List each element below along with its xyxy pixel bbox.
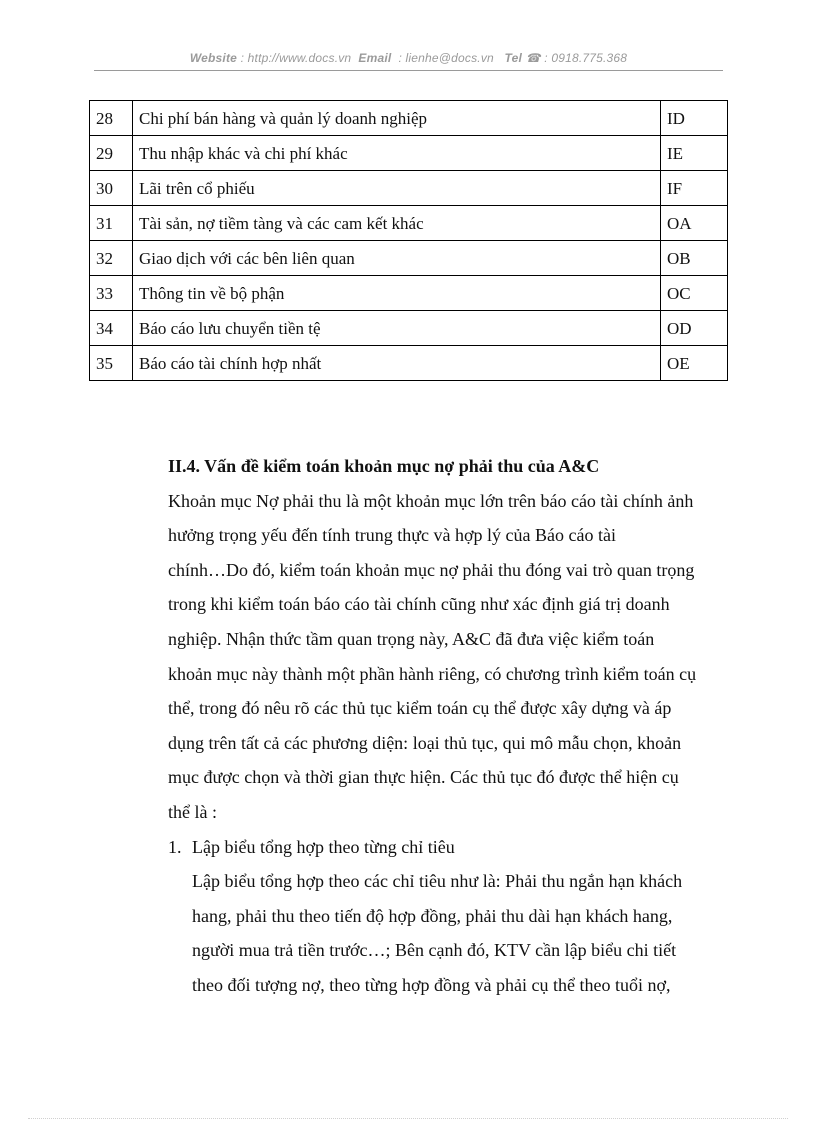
row-code: OD	[661, 311, 728, 346]
row-number: 28	[90, 101, 133, 136]
table-row	[90, 206, 728, 241]
paragraph-line: Khoản mục Nợ phải thu là một khoản mục lớn trên báo cáo tài chính ảnh	[168, 490, 694, 511]
website-label: Website	[189, 51, 238, 65]
row-code: ID	[661, 101, 728, 136]
table-row	[90, 136, 728, 171]
row-title: Báo cáo lưu chuyển tiền tệ	[133, 311, 661, 346]
paragraph-line: hang, phải thu theo tiến độ hợp đồng, phải thu dài hạn khách hang,	[192, 905, 673, 926]
list-item	[168, 830, 728, 865]
paragraph-line: Lập biểu tổng hợp theo các chỉ tiêu như là: Phải thu ngắn hạn khách	[192, 871, 683, 892]
paragraph-line: trong khi kiểm toán báo cáo tài chính cũng như xác định giá trị doanh	[168, 594, 670, 615]
row-number: 29	[90, 136, 133, 171]
section-paragraph	[168, 484, 728, 830]
row-code: OB	[661, 241, 728, 276]
list-item-number: 1.	[168, 836, 182, 857]
table-row	[90, 311, 728, 346]
list-item-title: Lập biểu tổng hợp theo từng chỉ tiêu	[192, 836, 455, 857]
row-number: 35	[90, 346, 133, 381]
paragraph-line: theo đối tượng nợ, theo từng hợp đồng và phải cụ thể theo tuổi nợ,	[192, 974, 671, 995]
paragraph-line: mục được chọn và thời gian thực hiện. Các thủ tục đó được thể hiện cụ	[168, 767, 679, 788]
section-heading: II.4. Vấn đề kiểm toán khoản mục nợ phải thu của A&C	[168, 456, 600, 476]
table-body	[90, 101, 728, 381]
table-row	[90, 276, 728, 311]
row-title: Thu nhập khác và chi phí khác	[133, 136, 661, 171]
row-title: Chi phí bán hàng và quản lý doanh nghiệp	[133, 101, 661, 136]
paragraph-line: nghiệp. Nhận thức tầm quan trọng này, A&C đã đưa việc kiểm toán	[168, 628, 655, 649]
tel-number: ☎ : 0918.775.368	[525, 51, 628, 65]
paragraph-line: người mua trả tiền trước…; Bên cạnh đó, KTV cần lập biểu chi tiết	[192, 940, 677, 961]
row-code: OE	[661, 346, 728, 381]
row-title: Lãi trên cổ phiếu	[133, 171, 661, 206]
row-title: Tài sản, nợ tiềm tàng và các cam kết khác	[133, 206, 661, 241]
email-address: : lienhe@docs.vn	[398, 51, 494, 65]
table-row	[90, 241, 728, 276]
section-content	[168, 449, 728, 1003]
paragraph-line: dụng trên tất cả các phương diện: loại thủ tục, qui mô mẫu chọn, khoản	[168, 732, 682, 753]
row-code: OC	[661, 276, 728, 311]
row-title: Giao dịch với các bên liên quan	[133, 241, 661, 276]
row-code: IE	[661, 136, 728, 171]
table-row	[90, 101, 728, 136]
paragraph-line: khoản mục này thành một phần hành riêng, có chương trình kiểm toán cụ	[168, 663, 697, 684]
row-number: 31	[90, 206, 133, 241]
section-index-table	[89, 100, 728, 381]
row-title: Báo cáo tài chính hợp nhất	[133, 346, 661, 381]
list-item-paragraph	[192, 864, 728, 1002]
row-number: 33	[90, 276, 133, 311]
row-code: IF	[661, 171, 728, 206]
paragraph-line: chính…Do đó, kiểm toán khoản mục nợ phải thu đóng vai trò quan trọng	[168, 559, 695, 580]
footer-divider	[28, 1118, 788, 1119]
row-title: Thông tin về bộ phận	[133, 276, 661, 311]
row-number: 32	[90, 241, 133, 276]
table-row	[90, 171, 728, 206]
paragraph-line: thể, trong đó nêu rõ các thủ tục kiểm toán cụ thể được xây dựng và áp	[168, 698, 672, 719]
page-header	[94, 51, 723, 65]
paragraph-line: hưởng trọng yếu đến tính trung thực và hợp lý của Báo cáo tài	[168, 525, 616, 546]
row-code: OA	[661, 206, 728, 241]
table-row	[90, 346, 728, 381]
email-label: Email	[358, 51, 392, 65]
row-number: 34	[90, 311, 133, 346]
website-url: : http://www.docs.vn	[240, 51, 352, 65]
paragraph-line: thể là :	[168, 801, 217, 822]
tel-label: Tel	[504, 51, 523, 65]
header-divider	[94, 70, 723, 71]
row-number: 30	[90, 171, 133, 206]
